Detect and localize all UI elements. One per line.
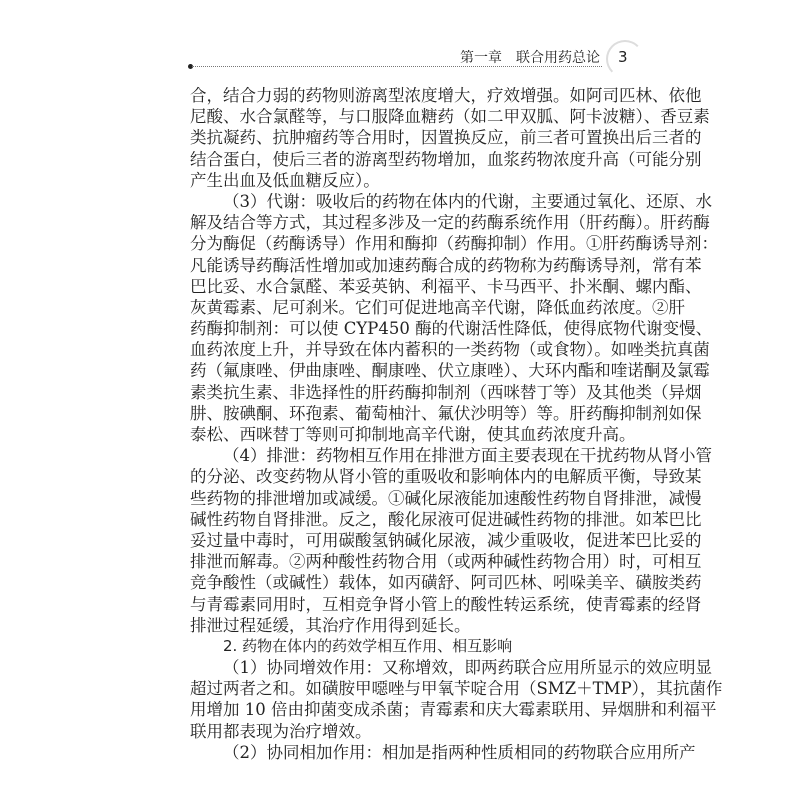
header-divider bbox=[192, 66, 602, 67]
text-line: 药酶抑制剂：可以使 CYP450 酶的代谢活性降低，使得底物代谢变慢、 bbox=[190, 319, 713, 339]
section-heading bbox=[190, 636, 612, 657]
page-body-text bbox=[190, 85, 723, 763]
text-line: 灰黄霉素、尼可刹米。它们可促进地高辛代谢，降低血药浓度。②肝 bbox=[190, 297, 685, 317]
text-line: 与青霉素同用时，互相竞争肾小管上的酸性转运系统，使青霉素的经肾 bbox=[190, 594, 702, 614]
text-line: 联用都表现为治疗增效。 bbox=[190, 721, 372, 741]
text-line: 类抗凝药、抗肿瘤药等合用时，因置换反应，前三者可置换出后三者的 bbox=[190, 128, 702, 148]
text-line: 泰松、西咪替丁等则可抑制地高辛代谢，使其血药浓度升高。 bbox=[190, 425, 636, 444]
text-line: 药（氟康唑、伊曲康唑、酮康唑、伏立康唑）、大环内酯和喹诺酮及氯霉 bbox=[190, 361, 710, 381]
text-line: 分为酶促（药酶诱导）作用和酶抑（药酶抑制）作用。①肝药酶诱导剂： bbox=[190, 234, 718, 254]
text-line: 2. 药物在体内的药效学相互作用、相互影响 bbox=[223, 636, 513, 655]
text-line: 尼酸、水合氯醛等，与口服降血糖药（如二甲双胍、阿卡波糖）、香豆素 bbox=[190, 107, 710, 127]
text-line: 碱性药物自肾排泄。反之，酸化尿液可促进碱性药物的排泄。如苯巴比 bbox=[190, 509, 702, 529]
text-line: 超过两者之和。如磺胺甲噁唑与甲氧苄啶合用（SMZ＋TMP），其抗菌作 bbox=[190, 679, 723, 699]
text-line: 凡能诱导药酶活性增加或加速药酶合成的药物称为药酶诱导剂，常有苯 bbox=[190, 255, 702, 275]
text-line: 解及结合等方式，其过程多涉及一定的药酶系统作用（肝药酶）。肝药酶 bbox=[190, 213, 710, 233]
text-line: 合，结合力弱的药物则游离型浓度增大，疗效增强。如阿司匹林、依他 bbox=[190, 86, 702, 105]
text-line: 用增加 10 倍由抑菌变成杀菌；青霉素和庆大霉素联用、异烟肼和利福平 bbox=[190, 700, 717, 720]
text-line: （3）代谢：吸收后的药物在体内的代谢，主要通过氧化、还原、水 bbox=[223, 191, 712, 211]
chapter-title: 第一章 联合用药总论 bbox=[460, 50, 600, 66]
text-line: 的分泌、改变药物从肾小管的重吸收和影响体内的电解质平衡，导致某 bbox=[190, 467, 702, 487]
page-number: 3 bbox=[618, 48, 628, 66]
text-line: 些药物的排泄增加或减缓。①碱化尿液能加速酸性药物自肾排泄，减慢 bbox=[190, 488, 702, 508]
text-line: 排泄而解毒。②两种酸性药物合用（或两种碱性药物合用）时，可相互 bbox=[190, 552, 702, 572]
text-line: 结合蛋白，使后三者的游离型药物增加，血浆药物浓度升高（可能分别 bbox=[190, 149, 702, 169]
text-line: 肼、胺碘酮、环孢素、葡萄柚汁、氟伏沙明等）等。肝药酶抑制剂如保 bbox=[190, 403, 702, 423]
text-line: （4）排泄：药物相互作用在排泄方面主要表现在干扰药物从肾小管 bbox=[223, 446, 712, 466]
text-line: （2）协同相加作用：相加是指两种性质相同的药物联合应用所产 bbox=[223, 742, 696, 762]
page-number-badge bbox=[606, 40, 644, 78]
paragraph bbox=[190, 657, 723, 742]
text-line: 竞争酸性（或碱性）载体，如丙磺舒、阿司匹林、吲哚美辛、磺胺类药 bbox=[190, 573, 702, 593]
text-line: 产生出血及低血糖反应）。 bbox=[190, 170, 380, 190]
text-line: （1）协同增效作用：又称增效，即两药联合应用所显示的效应明显 bbox=[223, 658, 712, 678]
text-line: 妥过量中毒时，可用碳酸氢钠碱化尿液，减少重吸收，促进苯巴比妥的 bbox=[190, 530, 702, 550]
text-line: 血药浓度上升，并导致在体内蓄积的一类药物（或食物）。如唑类抗真菌 bbox=[190, 340, 710, 360]
paragraph bbox=[190, 85, 710, 191]
paragraph bbox=[190, 191, 718, 445]
text-line: 排泄过程延缓，其治疗作用得到延长。 bbox=[190, 615, 471, 635]
paragraph bbox=[190, 742, 696, 763]
text-line: 巴比妥、水合氯醛、苯妥英钠、利福平、卡马西平、扑米酮、螺内酯、 bbox=[190, 276, 702, 296]
text-line: 素类抗生素、非选择性的肝药酶抑制剂（西咪替丁等）及其他类（异烟 bbox=[190, 382, 702, 402]
paragraph bbox=[190, 445, 712, 636]
running-header bbox=[450, 44, 610, 68]
